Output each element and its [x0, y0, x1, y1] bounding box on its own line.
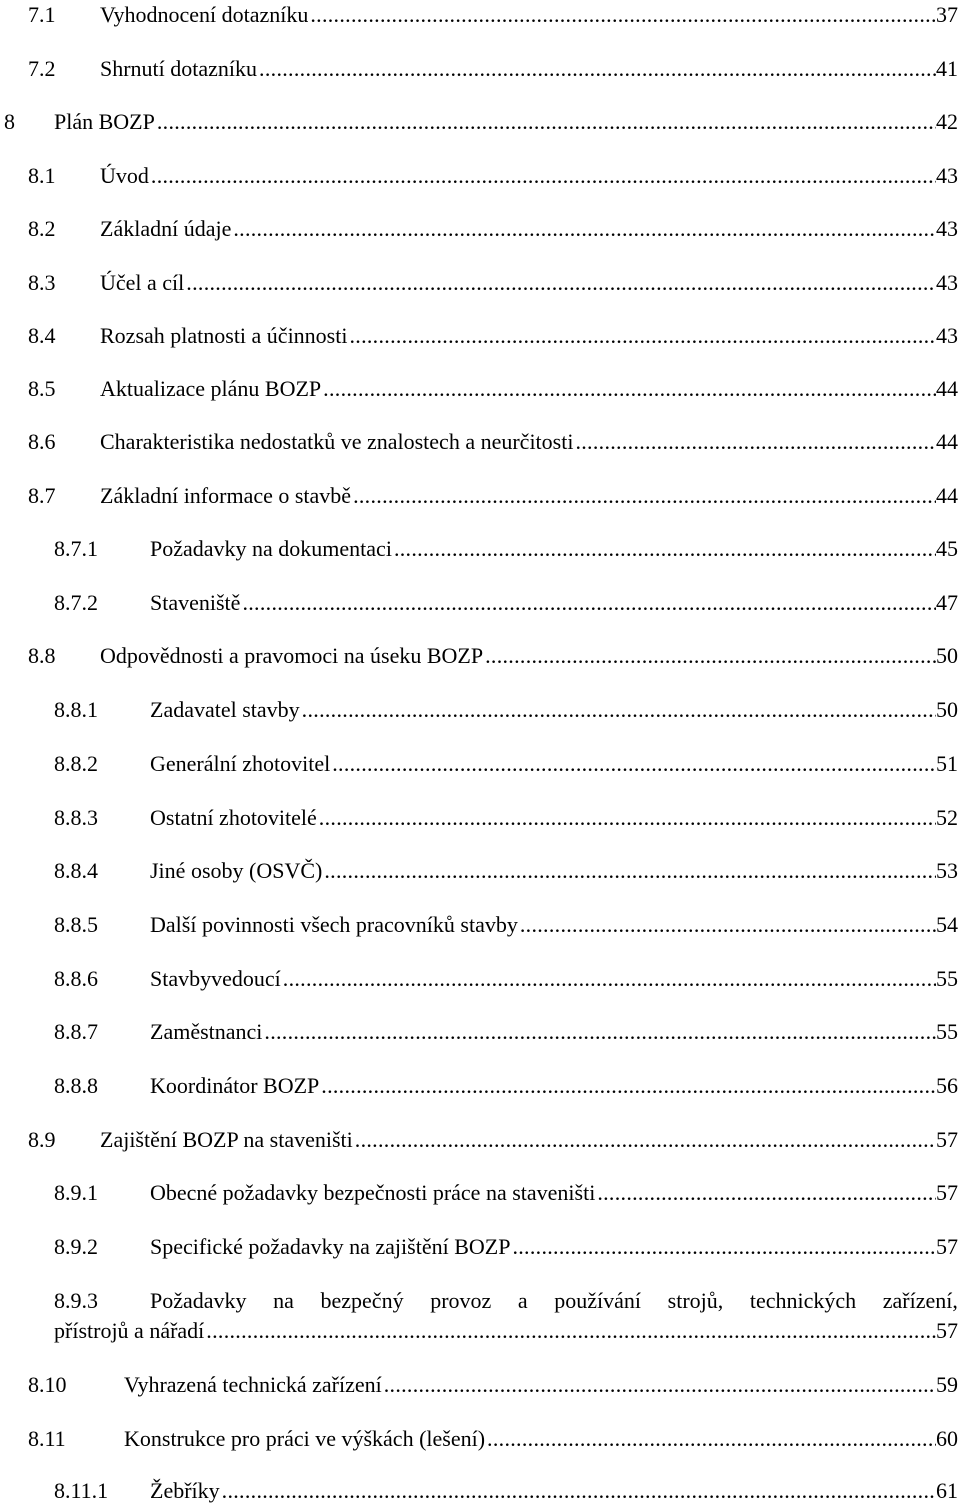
dot-leader	[330, 749, 936, 779]
toc-entry[interactable]	[0, 588, 958, 618]
toc-entry-number: 8.8.2	[54, 751, 98, 776]
toc-entry-title: Základní informace o stavbě	[100, 483, 352, 508]
toc-entry-title: Vyhrazená technická zařízení	[124, 1372, 382, 1397]
toc-entry-page: 55	[936, 1019, 958, 1044]
toc-entry-title: Ostatní zhotovitelé	[150, 805, 317, 830]
toc-entry-page: 47	[936, 590, 958, 615]
toc-entry-title: Plán BOZP	[54, 109, 155, 134]
toc-entry-number: 8.8.5	[54, 912, 98, 937]
toc-entry-page: 60	[936, 1426, 958, 1451]
toc-entry-title: Staveniště	[150, 590, 241, 615]
dot-leader	[220, 1476, 936, 1506]
dot-leader	[573, 427, 936, 457]
dot-leader	[319, 1071, 936, 1101]
toc-entry[interactable]	[0, 910, 958, 940]
toc-entry-page: 44	[936, 483, 958, 508]
toc-entry-number: 8.3	[28, 270, 56, 295]
toc-entry[interactable]	[0, 0, 958, 30]
toc-entry-page: 57	[936, 1180, 958, 1205]
toc-entry[interactable]	[0, 1125, 958, 1155]
toc-entry-page: 41	[936, 56, 958, 81]
toc-entry-number: 8.7	[28, 483, 56, 508]
toc-entry-number: 8.5	[28, 376, 56, 401]
title-word: zařízení,	[882, 1288, 958, 1313]
title-word: Požadavky	[150, 1288, 247, 1313]
toc-entry-page: 44	[936, 429, 958, 454]
title-word: na	[273, 1288, 294, 1313]
toc-entry-title: Jiné osoby (OSVČ)	[150, 858, 323, 883]
toc-entry-number: 8.8.8	[54, 1073, 98, 1098]
toc-entry[interactable]	[0, 214, 958, 244]
dot-leader	[510, 1232, 936, 1262]
dot-leader	[257, 54, 936, 84]
dot-leader	[262, 1017, 936, 1047]
toc-entry[interactable]	[0, 1017, 958, 1047]
toc-entry-number: 8.8.1	[54, 697, 98, 722]
toc-entry-title: Rozsah platnosti a účinnosti	[100, 323, 348, 348]
toc-entry-number: 8.11	[28, 1426, 66, 1451]
dot-leader	[155, 107, 936, 137]
toc-entry-title: Další povinnosti všech pracovníků stavby	[150, 912, 518, 937]
toc-entry-number: 8.9.2	[54, 1234, 98, 1259]
toc-entry-number: 8.1	[28, 163, 56, 188]
toc-entry-title-line2: přístrojů a nářadí	[54, 1318, 205, 1343]
toc-entry-number: 8.6	[28, 429, 56, 454]
title-word: provoz	[430, 1288, 492, 1313]
toc-entry[interactable]	[0, 641, 958, 671]
toc-entry-number: 8.9	[28, 1127, 56, 1152]
dot-leader	[281, 964, 936, 994]
title-word: strojů,	[667, 1288, 724, 1313]
toc-entry-title: Shrnutí dotazníku	[100, 56, 258, 81]
toc-entry-title: Obecné požadavky bezpečnosti práce na staveništi	[150, 1180, 596, 1205]
dot-leader	[347, 321, 936, 351]
title-word: používání	[554, 1288, 642, 1313]
toc-entry[interactable]	[0, 1476, 958, 1506]
dot-leader	[353, 1125, 936, 1155]
toc-entry-title: Charakteristika nedostatků ve znalostech a neurčitosti	[100, 429, 574, 454]
toc-entry[interactable]	[0, 695, 958, 725]
dot-leader	[321, 374, 936, 404]
toc-entry-number: 8	[4, 109, 15, 134]
toc-entry-number: 8.2	[28, 216, 56, 241]
toc-entry-page: 42	[936, 109, 958, 134]
toc-entry-page: 54	[936, 912, 958, 937]
toc-entry[interactable]	[0, 374, 958, 404]
toc-entry-page: 43	[936, 216, 958, 241]
dot-leader	[204, 1316, 936, 1346]
toc-entry-title: Účel a cíl	[100, 270, 185, 295]
title-word: technických	[749, 1288, 857, 1313]
dot-leader	[231, 214, 936, 244]
toc-entry-title: Specifické požadavky na zajištění BOZP	[150, 1234, 511, 1259]
toc-entry-page: 52	[936, 805, 958, 830]
toc-entry-number: 8.10	[28, 1372, 67, 1397]
toc-entry-page: 50	[936, 643, 958, 668]
toc-entry-title: Zadavatel stavby	[150, 697, 300, 722]
toc-entry-number: 8.4	[28, 323, 56, 348]
dot-leader	[240, 588, 936, 618]
toc-entry-title: Konstrukce pro práci ve výškách (lešení)	[124, 1426, 486, 1451]
toc-entry-number: 8.9.3	[54, 1288, 98, 1313]
toc-entry-number: 8.7.2	[54, 590, 98, 615]
dot-leader	[317, 803, 936, 833]
toc-entry[interactable]	[0, 1178, 958, 1208]
toc-entry[interactable]	[0, 427, 958, 457]
toc-entry-title-line1	[150, 1286, 958, 1316]
toc-entry[interactable]	[0, 856, 958, 886]
toc-entry[interactable]	[0, 1286, 958, 1350]
dot-leader	[382, 1370, 936, 1400]
dot-leader	[322, 856, 936, 886]
toc-entry[interactable]	[0, 1424, 958, 1454]
dot-leader	[483, 641, 936, 671]
toc-entry-title: Základní údaje	[100, 216, 232, 241]
title-word: a	[517, 1288, 528, 1313]
dot-leader	[184, 268, 936, 298]
toc-entry-page: 51	[936, 751, 958, 776]
toc-entry[interactable]	[0, 481, 958, 511]
dot-leader	[308, 0, 936, 30]
title-word: bezpečný	[320, 1288, 404, 1313]
toc-entry-title: Požadavky na dokumentaci	[150, 536, 392, 561]
toc-entry-page: 56	[936, 1073, 958, 1098]
toc-entry-page: 50	[936, 697, 958, 722]
toc-entry-number: 7.2	[28, 56, 56, 81]
dot-leader	[351, 481, 936, 511]
toc-entry-number: 8.8.6	[54, 966, 98, 991]
toc-entry-page: 43	[936, 323, 958, 348]
toc-entry-title: Koordinátor BOZP	[150, 1073, 320, 1098]
dot-leader	[485, 1424, 936, 1454]
toc-entry-number: 8.11.1	[54, 1478, 109, 1503]
toc-entry[interactable]	[0, 161, 958, 191]
toc-entry[interactable]	[0, 1071, 958, 1101]
dot-leader	[392, 534, 936, 564]
dot-leader	[149, 161, 936, 191]
toc-entry[interactable]	[0, 534, 958, 564]
toc-entry-title: Generální zhotovitel	[150, 751, 331, 776]
toc-entry[interactable]	[0, 964, 958, 994]
toc-entry-title: Zaměstnanci	[150, 1019, 263, 1044]
toc-entry-number: 7.1	[28, 2, 56, 27]
toc-entry[interactable]	[0, 1232, 958, 1262]
toc-entry-page: 53	[936, 858, 958, 883]
dot-leader	[595, 1178, 936, 1208]
toc-entry-page: 61	[936, 1478, 958, 1503]
toc-entry-number: 8.9.1	[54, 1180, 98, 1205]
toc-entry-page: 43	[936, 270, 958, 295]
toc-entry-number: 8.8	[28, 643, 56, 668]
toc-entry[interactable]	[0, 107, 958, 137]
toc-entry-page: 57	[936, 1234, 958, 1259]
toc-entry-number: 8.8.7	[54, 1019, 98, 1044]
toc-entry-page: 37	[936, 2, 958, 27]
toc-entry-page: 57	[936, 1127, 958, 1152]
toc-entry-number: 8.8.3	[54, 805, 98, 830]
toc-entry-number: 8.7.1	[54, 536, 98, 561]
toc-entry-page: 44	[936, 376, 958, 401]
toc-entry-title: Stavbyvedoucí	[150, 966, 281, 991]
toc-entry-page: 43	[936, 163, 958, 188]
toc-entry-title: Úvod	[100, 163, 149, 188]
toc-entry[interactable]	[0, 1370, 958, 1400]
dot-leader	[300, 695, 936, 725]
toc-entry-title: Odpovědnosti a pravomoci na úseku BOZP	[100, 643, 484, 668]
toc-entry[interactable]	[0, 321, 958, 351]
toc-entry-page: 59	[936, 1372, 958, 1397]
dot-leader	[518, 910, 936, 940]
toc-entry[interactable]	[0, 803, 958, 833]
toc-entry[interactable]	[0, 749, 958, 779]
toc-entry-page: 57	[936, 1318, 958, 1343]
toc-entry-title: Žebříky	[150, 1478, 220, 1503]
toc-entry-title: Aktualizace plánu BOZP	[100, 376, 322, 401]
toc-entry[interactable]	[0, 268, 958, 298]
toc-entry-page: 55	[936, 966, 958, 991]
toc-entry-title: Vyhodnocení dotazníku	[100, 2, 309, 27]
toc-entry[interactable]	[0, 54, 958, 84]
toc-entry-title: Zajištění BOZP na staveništi	[100, 1127, 353, 1152]
toc-entry-page: 45	[936, 536, 958, 561]
toc-entry-number: 8.8.4	[54, 858, 98, 883]
